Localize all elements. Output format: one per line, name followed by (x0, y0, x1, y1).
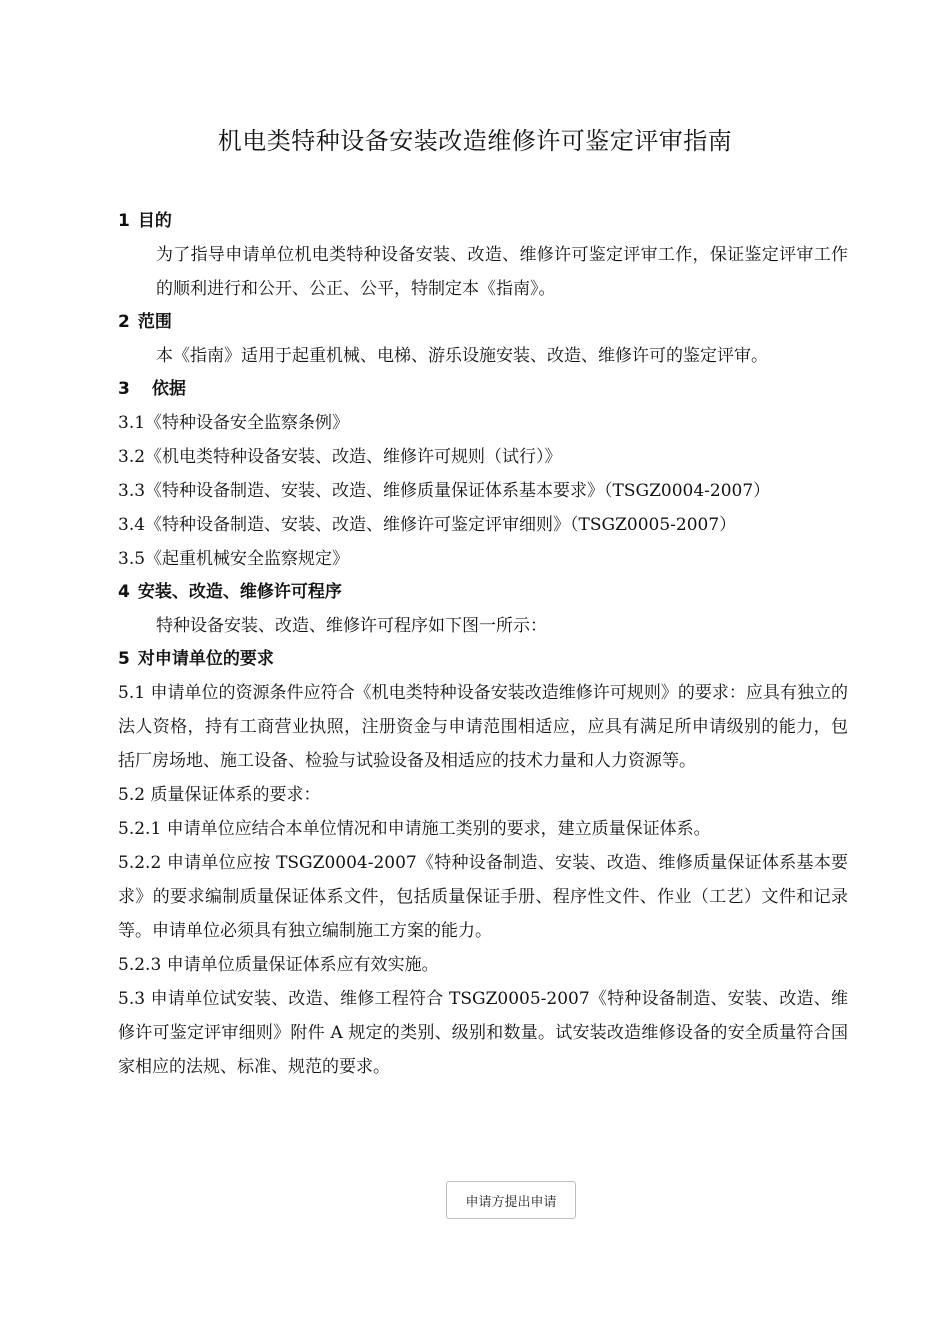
section-2-paragraph: 本《指南》适用于起重机械、电梯、游乐设施安装、改造、维修许可的鉴定评审。 (156, 346, 768, 366)
section-title: 目的 (137, 211, 172, 231)
requirement-5-2-1: 5.2.1 申请单位应结合本单位情况和申请施工类别的要求，建立质量保证体系。 (118, 819, 711, 839)
requirement-5-2: 5.2 质量保证体系的要求： (118, 785, 321, 805)
section-1-paragraph: 为了指导申请单位机电类特种设备安装、改造、维修许可鉴定评审工作，保证鉴定评审工作的顺利进行和公开、公正、公平，特制定本《指南》。 (156, 245, 848, 299)
basis-item: 3.3《特种设备制造、安装、改造、维修质量保证体系基本要求》（TSGZ0004-2007） (118, 481, 771, 501)
section-4-paragraph: 特种设备安装、改造、维修许可程序如下图一所示： (156, 616, 547, 636)
requirement-5-3: 5.3 申请单位试安装、改造、维修工程符合 TSGZ0005-2007《特种设备制造、安装、改造、维修许可鉴定评审细则》附件 A 规定的类别、级别和数量。试安装改造维修设备的安全质量符合国家相应的法规、标准、规范的要求。 (118, 989, 848, 1077)
section-title: 依据 (151, 379, 186, 399)
section-number: 2 (118, 312, 130, 332)
basis-item: 3.2《机电类特种设备安装、改造、维修许可规则（试行）》 (118, 447, 562, 467)
basis-item: 3.4《特种设备制造、安装、改造、维修许可鉴定评审细则》（TSGZ0005-2007） (118, 515, 737, 535)
section-number: 1 (118, 211, 130, 231)
section-1-heading (118, 205, 848, 238)
section-number: 5 (118, 649, 130, 669)
document-body (118, 205, 848, 1084)
section-title: 对申请单位的要求 (137, 649, 274, 669)
requirement-5-2-3: 5.2.3 申请单位质量保证体系应有效实施。 (118, 955, 439, 975)
basis-item: 3.5《起重机械安全监察规定》 (118, 549, 350, 569)
requirement-5-1: 5.1 申请单位的资源条件应符合《机电类特种设备安装改造维修许可规则》的要求：应具有独立的法人资格，持有工商营业执照，注册资金与申请范围相适应，应具有满足所申请级别的能力，包括厂房场地、施工设备、检验与试验设备及相适应的技术力量和人力资源等。 (118, 683, 848, 771)
basis-item: 3.1《特种设备安全监察条例》 (118, 413, 350, 433)
flowchart-step-box: 申请方提出申请 (446, 1181, 576, 1219)
document-title: 机电类特种设备安装改造维修许可鉴定评审指南 (217, 127, 733, 155)
section-number: 4 (118, 582, 130, 602)
section-4-heading (118, 576, 848, 609)
section-2-heading (118, 306, 848, 339)
section-number: 3 (118, 379, 130, 399)
section-title: 范围 (137, 312, 172, 332)
requirement-5-2-2: 5.2.2 申请单位应按 TSGZ0004-2007《特种设备制造、安装、改造、维修质量保证体系基本要求》的要求编制质量保证体系文件，包括质量保证手册、程序性文件、作业（工艺）文件和记录等。申请单位必须具有独立编制施工方案的能力。 (118, 853, 848, 941)
section-3-heading (118, 373, 848, 406)
section-title: 安装、改造、维修许可程序 (137, 582, 342, 602)
section-5-heading (118, 643, 848, 676)
